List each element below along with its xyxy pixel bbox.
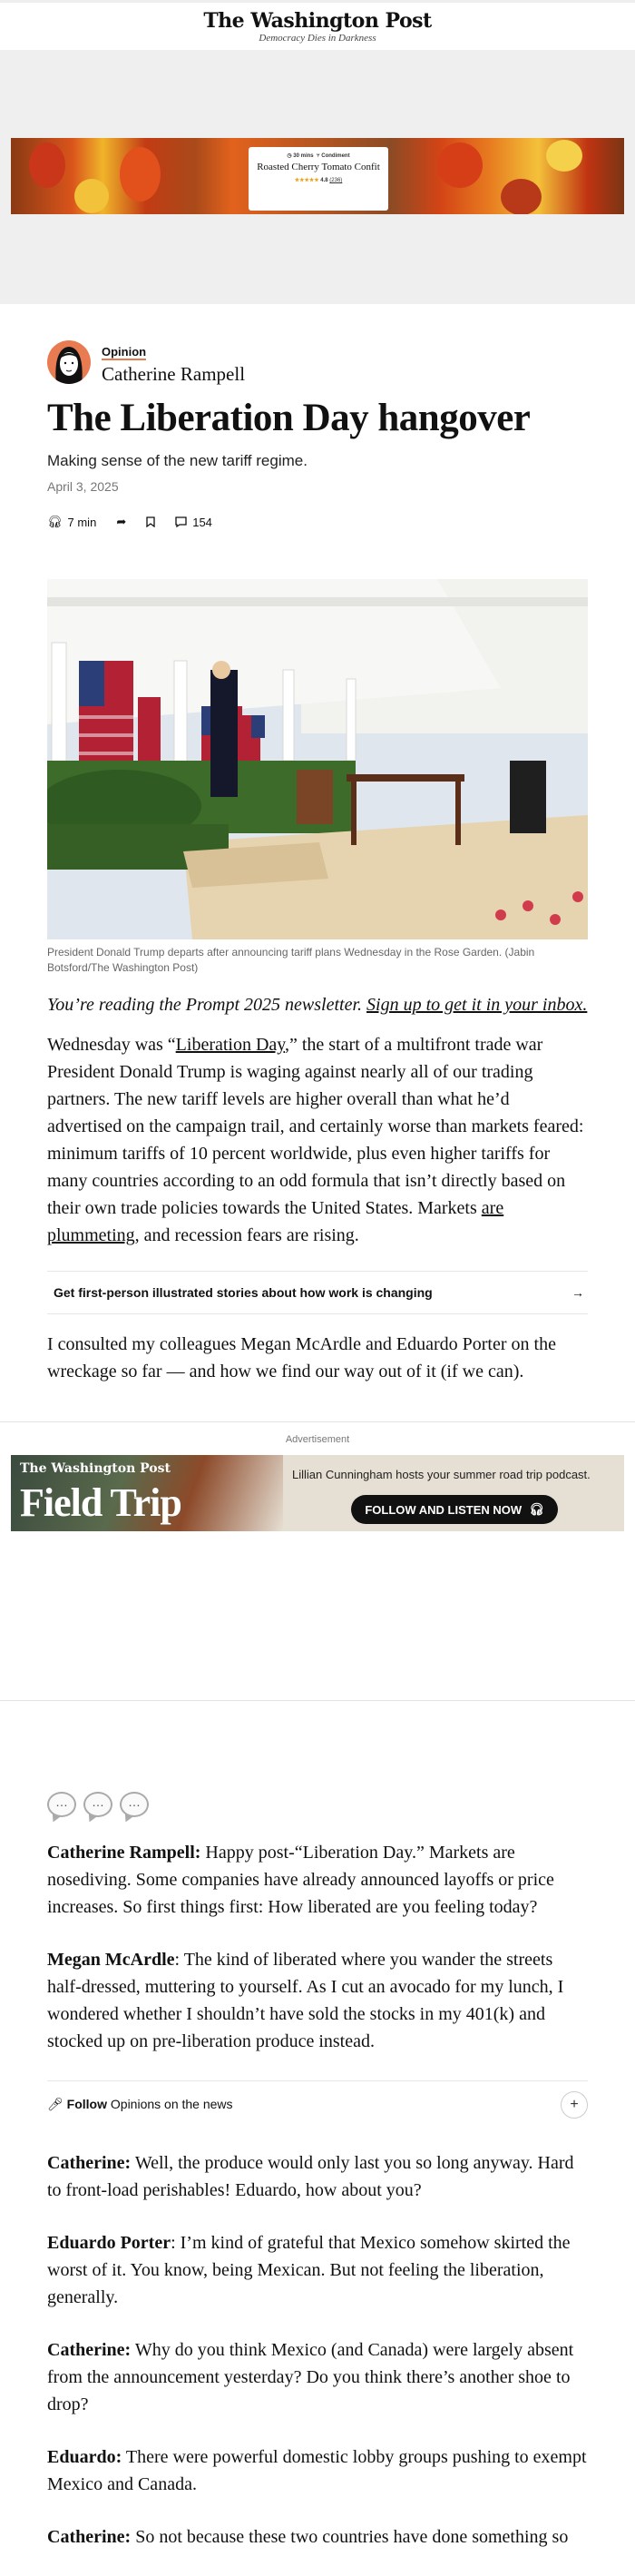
microphone-icon: 🎤︎	[47, 2097, 64, 2111]
star-rating: ★★★★★	[294, 178, 319, 183]
speaker: Eduardo:	[47, 2447, 122, 2467]
utensils-icon: ⑂	[316, 153, 322, 159]
divider	[0, 1421, 635, 1422]
rating-count: (236)	[329, 178, 343, 183]
recipe-card[interactable]	[249, 147, 388, 211]
headphones-icon: 🎧︎	[529, 1502, 544, 1516]
share-button[interactable]	[116, 515, 126, 529]
line-text: : The kind of liberated where you wander the streets half-dressed, muttering to yourself. As I cut an avocado for my lunch, I wondered whether I shouldn’t have sold the stocks in my 401(k) and stocked up on pre-liberation produce instead.	[47, 1950, 564, 2051]
dialogue-line	[47, 2523, 588, 2551]
site-header	[0, 0, 635, 50]
line-text: : I’m kind of grateful that Mexico somehow skirted the worst of it. You know, being Mexican. But not feeling the liberation, generally.	[47, 2233, 571, 2307]
share-icon: ➦	[116, 515, 127, 528]
line-text: Happy post-“Liberation Day.” Markets are nosediving. Some companies have already announced layoffs or price increases. So first things first: How liberated are you feeling today?	[47, 1843, 554, 1917]
recipe-time: 30 mins	[293, 153, 314, 159]
speech-bubble-icon: …	[120, 1792, 149, 1817]
tagline: Democracy Dies in Darkness	[259, 33, 376, 44]
button-label: FOLLOW AND LISTEN NOW	[365, 1502, 523, 1517]
newsletter-note	[47, 991, 588, 1018]
text: Wednesday was “	[47, 1035, 176, 1055]
follow-bar	[47, 2080, 588, 2120]
ad-message: Lillian Cunningham hosts your summer road trip podcast.	[292, 1468, 591, 1481]
publish-date: April 3, 2025	[47, 479, 119, 494]
recipe-ad-banner[interactable]	[11, 138, 624, 214]
liberation-day-link[interactable]: Liberation Day	[175, 1035, 285, 1055]
recipe-title: Roasted Cherry Tomato Confit	[257, 162, 380, 172]
author-name[interactable]: Catherine Rampell	[102, 363, 246, 385]
recipe-category: Condiment	[321, 153, 350, 159]
dialogue-line	[47, 1946, 588, 2055]
newsletter-text: You’re reading the Prompt 2025 newsletter.	[47, 995, 367, 1015]
ad-label: Advertisement	[285, 1434, 350, 1445]
article-body	[0, 991, 635, 2576]
comment-count: 154	[192, 515, 212, 529]
dialogue-line	[47, 2229, 588, 2311]
headphones-icon: 🎧︎	[47, 515, 63, 528]
rating-value: 4.8	[320, 178, 328, 183]
dialogue	[47, 1839, 588, 2055]
line-text: There were powerful domestic lobby groups pushing to exempt Mexico and Canada.	[47, 2447, 587, 2494]
listen-button[interactable]	[47, 515, 96, 529]
speaker: Eduardo Porter	[47, 2233, 171, 2253]
follow-label: Follow	[66, 2097, 107, 2111]
text: , and recession fears are rising.	[134, 1225, 359, 1245]
bookmark-button[interactable]	[146, 516, 155, 527]
dialogue-line	[47, 2336, 588, 2418]
arrow-right-icon: →	[572, 1285, 584, 1300]
line-text: So not because these two countries have done something so	[131, 2527, 569, 2547]
bookmark-icon	[146, 516, 155, 527]
comments-button[interactable]	[175, 516, 212, 529]
text: ,” the start of a multifront trade war President Donald Trump is waging against nearly all of our trading partners. The new tariff levels are higher overall than what he’d advertised on the campaign trail, and certainly worse than markets feared: minimum tariffs of 10 percent worldwide, plus even higher tariffs for many countries according to an odd formula that isn’t directly based on their own trade policies towards the United States. Markets	[47, 1035, 584, 1218]
dialogue	[47, 2149, 588, 2551]
line-text: Well, the produce would only last you so long anyway. Hard to front-load perishables! Eduardo, how about you?	[47, 2153, 574, 2200]
speaker: Catherine Rampell:	[47, 1843, 201, 1863]
follow-plus-button[interactable]: +	[561, 2091, 588, 2119]
headline: The Liberation Day hangover	[47, 397, 531, 439]
speaker: Catherine:	[47, 2527, 132, 2547]
listen-time: 7 min	[67, 515, 97, 529]
clock-icon: ◷	[287, 153, 294, 159]
speech-bubble-icon: …	[83, 1792, 112, 1817]
site-logo[interactable]: The Washington Post	[203, 9, 432, 33]
subheadline: Making sense of the new tariff regime.	[47, 452, 308, 469]
dialogue-line	[47, 1839, 588, 1921]
author-block	[47, 340, 588, 391]
paragraph: I consulted my colleagues Megan McArdle and Eduardo Porter on the wreckage so far — and how we find our way out of it (if we can).	[47, 1334, 556, 1381]
divider	[0, 1700, 635, 1701]
follow-topic: Opinions on the news	[110, 2097, 233, 2111]
speech-bubble-icon: …	[47, 1792, 76, 1817]
promo-link[interactable]	[47, 1271, 588, 1314]
speaker: Catherine:	[47, 2153, 132, 2173]
paragraph	[47, 1031, 588, 1249]
photo-caption: President Donald Trump departs after announcing tariff plans Wednesday in the Rose Garden. (Jabin Botsford/The Washington Post)	[47, 946, 535, 974]
lead-photo[interactable]	[47, 579, 588, 939]
newsletter-signup-link[interactable]: Sign up to get it in your inbox.	[366, 995, 588, 1015]
markets-link[interactable]: are plummeting	[47, 1198, 504, 1245]
speaker: Catherine:	[47, 2340, 132, 2360]
section-label[interactable]: Opinion	[102, 345, 147, 359]
author-avatar[interactable]	[47, 340, 91, 384]
promo-link-text: Get first-person illustrated stories about how work is changing	[54, 1285, 433, 1300]
comment-icon	[175, 516, 187, 527]
field-trip-ad[interactable]	[11, 1455, 624, 1531]
article-actions	[47, 515, 588, 529]
dialogue-line	[47, 2443, 588, 2498]
line-text: Why do you think Mexico (and Canada) were largely absent from the announcement yesterday? Do you think there’s another shoe to drop?	[47, 2340, 574, 2414]
ad-brand: The Washington Post	[20, 1461, 171, 1476]
speech-bubbles	[47, 1792, 588, 1828]
speaker: Megan McArdle	[47, 1950, 175, 1970]
ad-title: Field Trip	[20, 1480, 181, 1525]
dialogue-line	[47, 2149, 588, 2204]
follow-listen-button[interactable]	[351, 1495, 558, 1524]
